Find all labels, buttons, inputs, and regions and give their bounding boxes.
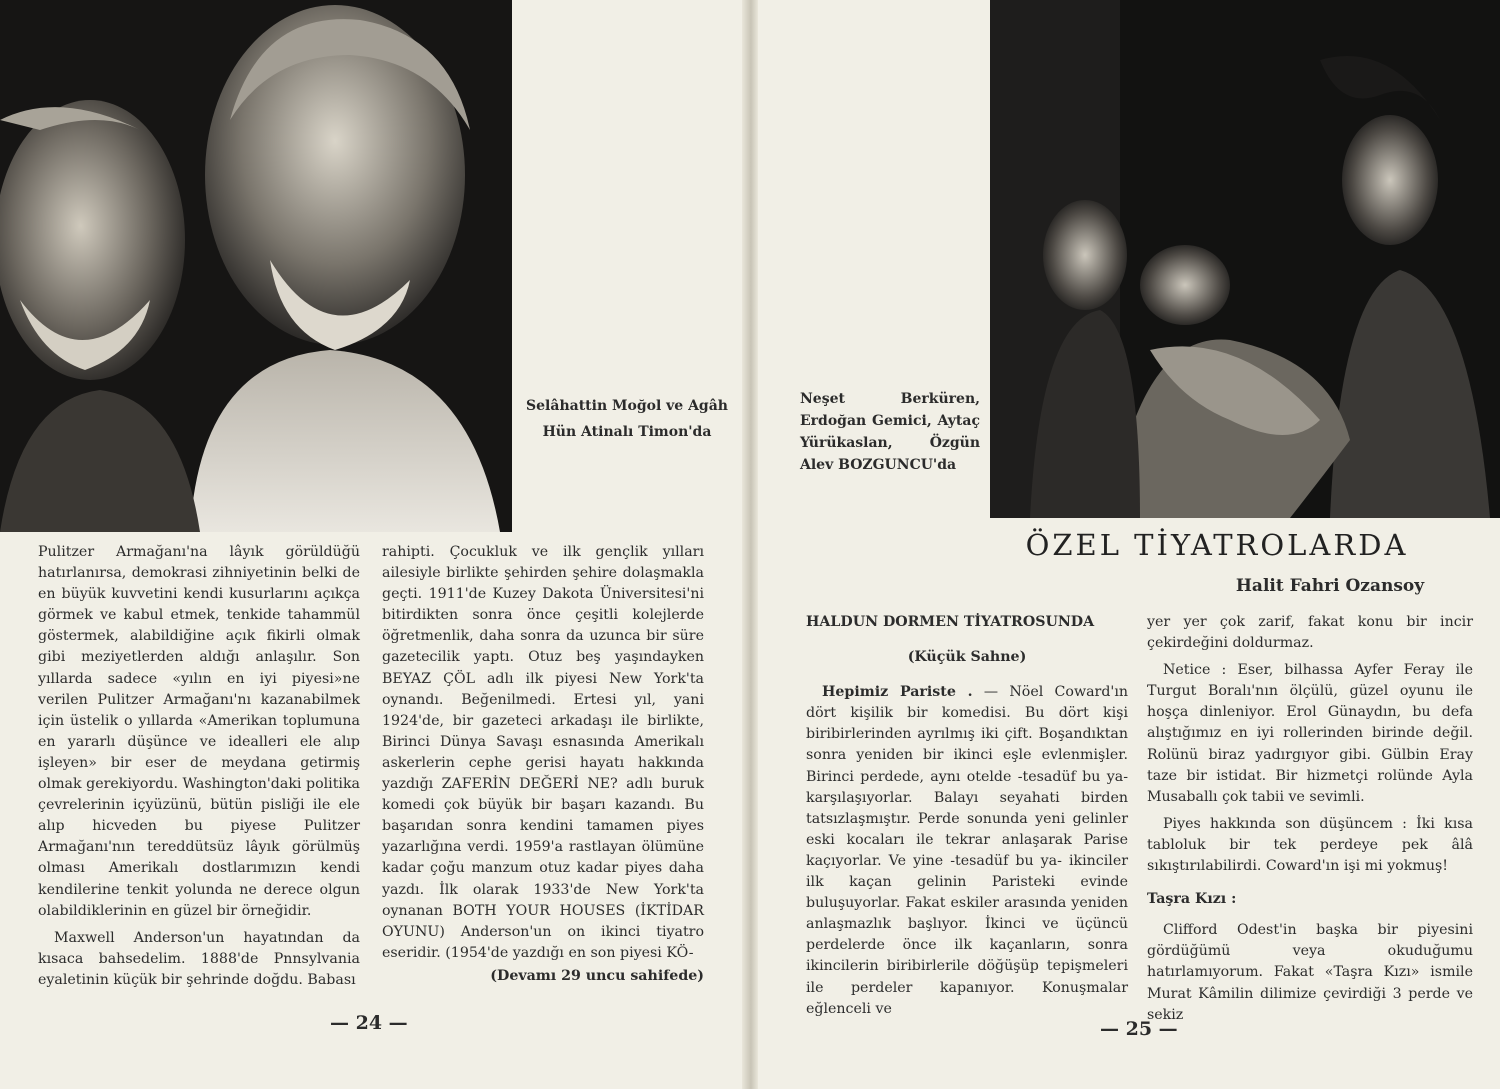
- photo-caption: Neşet Berküren, Erdoğan Gemici, Aytaç Yürükaslan, Özgün Alev BOZGUNCU'da: [800, 391, 980, 473]
- article-column-2: [1147, 612, 1473, 1026]
- article-column-1: [38, 542, 360, 991]
- paragraph: rahipti. Çocukluk ve ilk gençlik yılları ailesiyle birlikte şehirden şehire dolaşmakla geçti. 1911'de Kuzey Dakota Üniversitesi'ni bitirdikten sonra önce çeşitli kolejlerde öğretmenlik, daha sonra da uzunca bir süre gazetecilik yaptı. Otuz beş yaşındayken BEYAZ ÇÖL adlı ilk piyesi New York'ta oynandı. Beğenilmedi. Ertesi yıl, yani 1924'de, bir gazeteci arkadaşı ile birlikte, Birinci Dünya Savaşı esnasında Amerikalı askerlerin cephe gerisi hayatı hakkında yazdığı ZAFERİN DEĞERİ NE? adlı buruk komedi çok büyük bir başarı kazandı. Bu başarıdan sonra kendini tamamen piyes yazarlığına verdi. 1959'a rastlayan ölümüne kadar çoğu manzum otuz kadar piyes daha yazdı. İlk olarak 1933'de New York'ta oynanan BOTH YOUR HOUSES (İKTİDAR OYUNU) Anderson'un on ikinci tiyatro eseridir. (1954'de yazdığı en son piyesi KÖ-: [382, 544, 704, 961]
- photo-bozguncu-actors: [990, 0, 1500, 518]
- book-spine: [742, 0, 758, 1089]
- paragraph: Clifford Odest'in başka bir piyesini gördüğümü veya okuduğumu hatırlamıyorum. Fakat «Taşra Kızı» ismile Murat Kâmilin dilimize çevirdiği 3 perde ve sekiz: [1147, 922, 1473, 1023]
- paragraph: Maxwell Anderson'un hayatından da kısaca bahsedelim. 1888'de Pnnsylvania eyaletinin küçük bir şehrinde doğdu. Babası: [38, 929, 360, 988]
- subsection-title: (Küçük Sahne): [907, 649, 1027, 666]
- page-number: — 24 —: [330, 1012, 408, 1034]
- article-heading: ÖZEL TİYATROLARDA: [1025, 528, 1409, 562]
- author-name: Halit Fahri Ozansoy: [1235, 576, 1425, 596]
- page-number: — 25 —: [1100, 1018, 1178, 1040]
- article-column-2: [382, 542, 704, 987]
- paragraph-text: — Nöel Coward'ın dört kişilik bir komedisi. Bu dört kişi biribirlerinden ayrılmış iki çift. Boşandıktan sonra yeniden bir ikinci eşle evlenmişler. Birinci perdede, aynı otelde -tesadüf bu ya- karşılaşıyorlar. Balayı seyahati birden tatsızlaşmıştır. Perde sonunda yeni gelinler eski kocaları ile tekrar anlaşarak Parise kaçıyorlar. Ve yine -tesadüf bu ya- ikinciler ilk kaçan gelinin Paristeki evinde buluşuyorlar. Fakat eskiler arasında yeniden anlaşmazlık başlıyor. İkinci ve üçüncü perdelerde önce ilk kaçanların, sonra ikincilerin biribirlerile döğüşüp tepişmeleri ile perdeler kapanıyor. Konuşmalar eğlenceli ve: [806, 684, 1129, 1017]
- play-title: Taşra Kızı :: [1147, 891, 1237, 908]
- photo-caption: Selâhattin Moğol ve Agâh Hün Atinalı Timon'da: [526, 398, 728, 440]
- paragraph: [806, 682, 1128, 1020]
- play-name: Hepimiz Pariste .: [822, 684, 973, 701]
- paragraph: Netice : Eser, bilhassa Ayfer Feray ile Turgut Boralı'nın ölçülü, güzel oyunu ile hoşça dinleniyor. Erol Günaydın, bu defa alıştığımız en iyi rollerinden birinde değil. Rolünü biraz yadırgıyor gibi. Gülbin Eray taze bir istidat. Bir hizmetçi rolünde Ayla Musaballı çok tabii ve sevimli.: [1147, 662, 1473, 805]
- paragraph: Piyes hakkında son düşüncem : İki kısa tabloluk bir tek perdeye pek âlâ sıkıştırılabilirdi. Coward'ın işi mi yokmuş!: [1147, 815, 1473, 875]
- continued-note: (Devamı 29 uncu sahifede): [490, 967, 704, 984]
- article-column-1: [806, 612, 1128, 1020]
- right-page: [750, 0, 1500, 1089]
- section-title: HALDUN DORMEN TİYATROSUNDA: [806, 614, 1095, 630]
- paragraph: Pulitzer Armağanı'na lâyık görüldüğü hatırlanırsa, demokrasi zihniyetinin belki de en büyük kuvvetini kendi kusurlarını açıkça görmek ve kabul etmek, tenkide tahammül göstermek, alabildiğine açık fikirli olmak gibi meziyetlerden aldığı anlaşılır. Son yıllarda sadece «yılın en iyi piyesi»ne verilen Pulitzer Armağanı'nı kazanabilmek için üstelik o yıllarda «Amerikan toplumuna en yararlı düşünce ve idealleri ele alıp işleyen» bir eser de meydana getirmiş olmak gerekiyordu. Washington'daki politika çevrelerinin içyüzünü, bütün pisliği ile ele alıp hicveden bu piyese Pulitzer Armağanı'nın tereddütsüz lâyık görülmüş olması Amerikalı dostlarımızın kendi kendilerine tenkit yolunda ne derece olgun olabildiklerinin en güzel bir örneğidir.: [38, 544, 360, 919]
- paragraph: yer yer çok zarif, fakat konu bir incir çekirdeğini doldurmaz.: [1147, 614, 1473, 652]
- photo-stage-scene: [990, 0, 1500, 518]
- photo-timon-actors: [0, 0, 512, 532]
- photo-two-bearded-men: [0, 0, 512, 532]
